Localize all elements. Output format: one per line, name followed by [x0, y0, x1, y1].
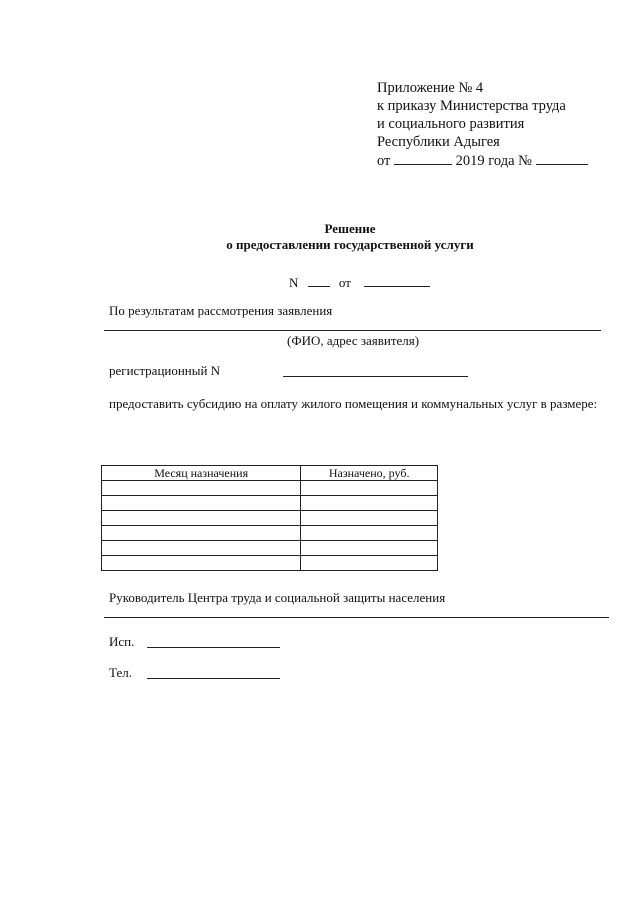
- table-cell: [301, 481, 438, 496]
- date-prefix: от: [377, 153, 391, 169]
- phone-blank: [147, 678, 280, 679]
- document-title: Решение: [324, 221, 376, 236]
- subsidy-table: [101, 465, 438, 571]
- table-cell: [301, 526, 438, 541]
- document-subtitle: о предоставлении государственной услуги: [226, 237, 474, 252]
- phone-label: Тел.: [109, 665, 132, 680]
- table-cell: [102, 481, 301, 496]
- table-row: [102, 496, 438, 511]
- table-cell: [102, 541, 301, 556]
- head-title: Руководитель Центра труда и социальной защиты населения: [109, 590, 446, 605]
- month-column-header: Месяц назначения: [102, 466, 301, 481]
- appendix-number: Приложение № 4: [377, 80, 484, 96]
- number-label: N: [289, 275, 299, 290]
- grant-text: предоставить субсидию на оплату жилого помещения и коммунальных услуг в размере:: [109, 396, 598, 411]
- applicant-line: [104, 330, 601, 331]
- table-cell: [301, 541, 438, 556]
- head-signature-line: [104, 617, 609, 618]
- table-cell: [102, 511, 301, 526]
- amount-column-header: Назначено, руб.: [301, 466, 438, 481]
- table-cell: [301, 556, 438, 571]
- date-year-number: 2019 года №: [455, 153, 532, 169]
- table-header-row: [102, 466, 438, 481]
- table-cell: [301, 511, 438, 526]
- decision-number-line: [289, 273, 430, 291]
- appendix-ministry: и социального развития: [377, 116, 525, 132]
- executor-blank: [147, 647, 280, 648]
- table-row: [102, 556, 438, 571]
- table-cell: [102, 496, 301, 511]
- review-text: По результатам рассмотрения заявления: [109, 303, 333, 318]
- decision-date-blank: [364, 273, 430, 287]
- table-row: [102, 481, 438, 496]
- registration-label: регистрационный N: [109, 363, 221, 378]
- appendix-date-line: [377, 151, 588, 170]
- from-label: от: [338, 275, 351, 290]
- appendix-order-ref: к приказу Министерства труда: [377, 98, 566, 114]
- table-row: [102, 526, 438, 541]
- table-row: [102, 511, 438, 526]
- executor-label: Исп.: [109, 634, 135, 649]
- order-number-blank: [536, 151, 588, 165]
- registration-blank: [283, 376, 468, 377]
- table-cell: [102, 556, 301, 571]
- date-blank: [394, 151, 452, 165]
- applicant-caption: (ФИО, адрес заявителя): [287, 333, 420, 348]
- table-cell: [301, 496, 438, 511]
- table-row: [102, 541, 438, 556]
- table-cell: [102, 526, 301, 541]
- number-blank: [308, 273, 330, 287]
- appendix-republic: Республики Адыгея: [377, 134, 500, 150]
